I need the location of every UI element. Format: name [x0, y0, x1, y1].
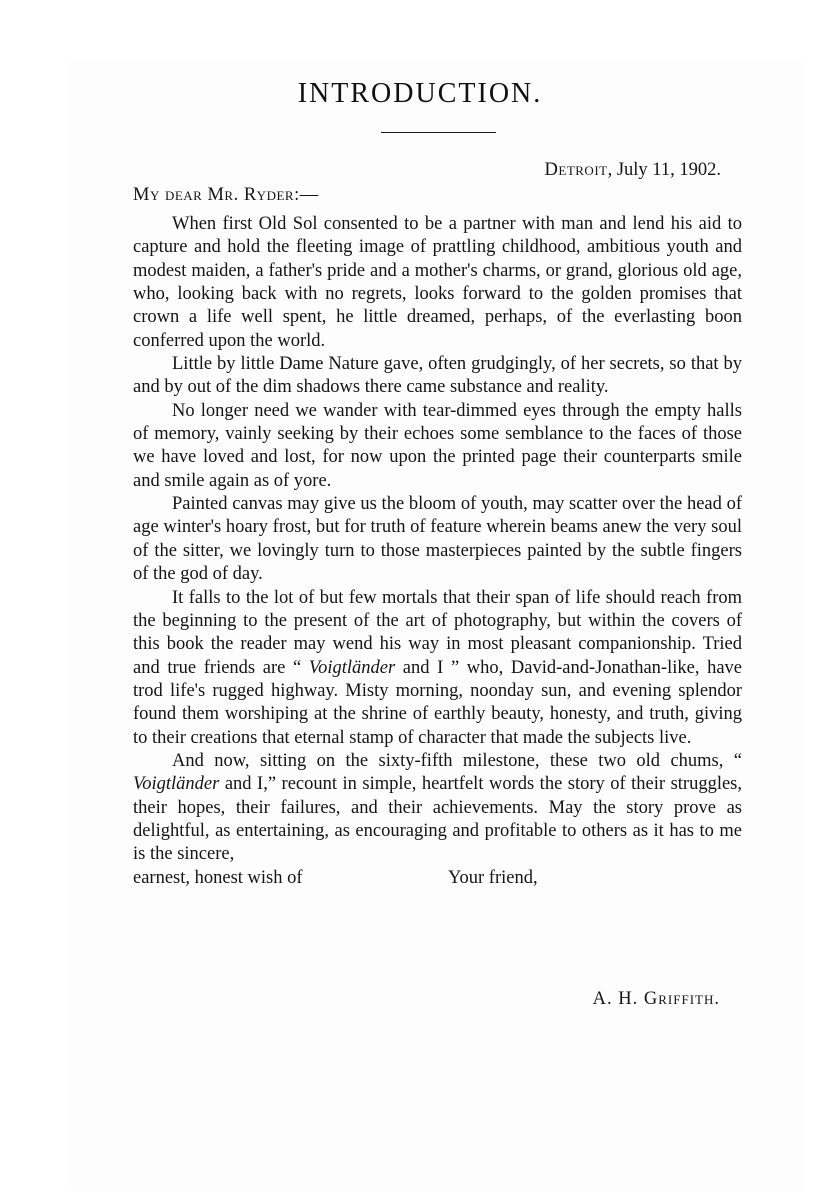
closing-wish: earnest, honest wish of [133, 867, 303, 888]
signature: A. H. Griffith. [592, 989, 720, 1009]
page-title: INTRODUCTION. [297, 78, 543, 109]
closing-line [133, 867, 742, 890]
paragraph-6-italic-name: Voigtländer [133, 774, 220, 795]
title-divider [381, 132, 496, 133]
dateline [545, 160, 721, 181]
letter-body [133, 213, 742, 890]
salutation: My dear Mr. Ryder:— [133, 185, 319, 205]
paragraph-6-part-a: And now, sitting on the sixty-fifth milestone, these two old chums, “ [172, 750, 742, 771]
dateline-place: Detroit [544, 160, 608, 180]
paragraph-1: When first Old Sol consented to be a partner with man and lend his aid to capture and hold the fleeting image of prattling childhood, ambitious youth and modest maiden, a father's pride and a mother's charms, or grand, glorious old age, who, looking back with no regrets, looks forward to the golden promises that crown a life well spent, he little dreamed, perhaps, of the everlasting boon conferred upon the world. [133, 214, 742, 351]
closing-valediction: Your friend, [448, 867, 538, 888]
paragraph-2: Little by little Dame Nature gave, often grudgingly, of her secrets, so that by and by out of the dim shadows there came substance and reality. [133, 354, 742, 398]
paragraph-6-part-b: and I,” recount in simple, heartfelt words the story of their struggles, their hopes, their failures, and their achievements. May the story prove as delightful, as entertaining, as encouraging and profitable to others as it has to me is the sincere, [133, 774, 742, 865]
paragraph-5-part-b: and I ” who, David-and-Jonathan-like, have trod life's rugged highway. Misty morning, noonday sun, and evening splendor found them worshiping at the shrine of earthly beauty, honesty, and truth, giving to their creations that eternal stamp of character that made the subjects live. [133, 657, 743, 748]
dateline-date: , July 11, 1902. [607, 160, 721, 180]
paragraph-4: Painted canvas may give us the bloom of youth, may scatter over the head of age winter's hoary frost, but for truth of feature wherein beams anew the very soul of the sitter, we lovingly turn to those masterpieces painted by the subtle fingers of the god of day. [133, 494, 742, 585]
paragraph-5-part-a: It falls to the lot of but few mortals that their span of life should reach from the beginning to the present of the art of photography, but within the covers of this book the reader may wend his way in most pleasant companionship. Tried and true friends are “ [133, 587, 742, 678]
paragraph-5-italic-name: Voigtländer [308, 657, 396, 678]
paragraph-5 [133, 587, 742, 750]
paragraph-6 [133, 750, 742, 867]
paragraph-3: No longer need we wander with tear-dimmed eyes through the empty halls of memory, vainly seeking by their echoes some semblance to the faces of those we have loved and lost, for now upon the printed page their counterparts smile and smile again as of yore. [133, 400, 742, 491]
